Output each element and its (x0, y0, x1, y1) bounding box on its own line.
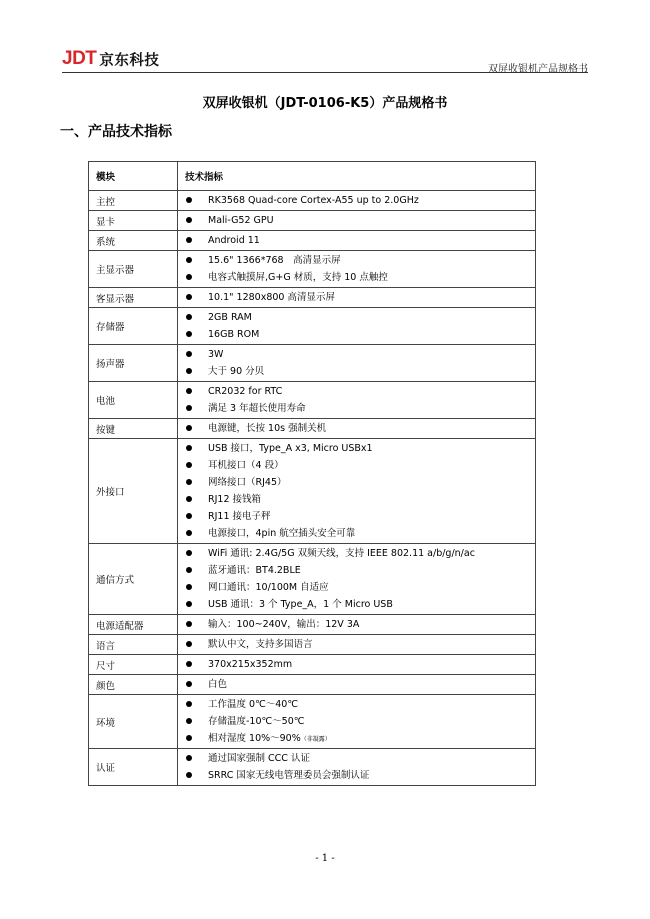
module-cell: 颜色 (89, 675, 178, 695)
spec-item-text: Mali-G52 GPU (208, 215, 274, 226)
spec-item-text: 满足 3 年超长使用寿命 (208, 403, 306, 414)
spec-item (178, 232, 535, 249)
module-cell: 存储器 (89, 308, 178, 345)
spec-list (178, 345, 535, 381)
spec-item-text: 电源接口，4pin 航空插头安全可靠 (208, 528, 356, 539)
spec-item-text: 耳机接口（4 段） (208, 460, 284, 471)
table-row (89, 544, 536, 615)
spec-cell (178, 615, 536, 635)
spec-item (178, 579, 535, 596)
spec-item (178, 562, 535, 579)
spec-item-text: USB 接口，Type_A x3, Micro USBx1 (208, 443, 373, 454)
spec-list (178, 635, 535, 654)
table-row (89, 419, 536, 439)
module-cell: 系统 (89, 231, 178, 251)
section-title: 一、产品技术指标 (60, 124, 172, 140)
document-title: 双屏收银机（JDT-0106-K5）产品规格书 (202, 96, 448, 111)
spec-cell (178, 231, 536, 251)
header-doc-name: 双屏收银机产品规格书 (488, 64, 588, 75)
module-cell: 按键 (89, 419, 178, 439)
spec-item (178, 750, 535, 767)
table-row (89, 749, 536, 786)
spec-item (178, 596, 535, 613)
spec-cell (178, 695, 536, 749)
table-row (89, 308, 536, 345)
table-row (89, 675, 536, 695)
module-cell: 电池 (89, 382, 178, 419)
spec-cell (178, 345, 536, 382)
spec-item (178, 474, 535, 491)
spec-cell (178, 544, 536, 615)
spec-item (178, 326, 535, 343)
page-number: - 1 - (315, 853, 335, 864)
spec-item (178, 491, 535, 508)
table-row (89, 191, 536, 211)
spec-item (178, 363, 535, 380)
company-logo (62, 48, 159, 70)
header-spec: 技术指标 (178, 162, 536, 191)
spec-item (178, 676, 535, 693)
spec-cell (178, 749, 536, 786)
module-cell: 外接口 (89, 439, 178, 544)
module-cell: 主控 (89, 191, 178, 211)
spec-item (178, 400, 535, 417)
module-cell: 环境 (89, 695, 178, 749)
table-row (89, 345, 536, 382)
spec-item (178, 696, 535, 713)
spec-item-text: 存储温度-10℃～50℃ (208, 716, 305, 727)
spec-item-text: RJ12 接钱箱 (208, 494, 262, 505)
spec-item-text: 10.1" 1280x800 高清显示屏 (208, 292, 335, 303)
spec-item (178, 252, 535, 269)
spec-item-text: 大于 90 分贝 (208, 366, 265, 377)
spec-list (178, 211, 535, 230)
spec-item (178, 346, 535, 363)
spec-item-text: 16GB ROM (208, 329, 260, 340)
spec-cell (178, 251, 536, 288)
spec-item-text: 2GB RAM (208, 312, 252, 323)
module-cell: 语言 (89, 635, 178, 655)
spec-cell (178, 288, 536, 308)
table-row (89, 211, 536, 231)
spec-list (178, 251, 535, 287)
module-cell: 认证 (89, 749, 178, 786)
spec-item-text: Android 11 (208, 235, 260, 246)
spec-list (178, 675, 535, 694)
module-cell: 尺寸 (89, 655, 178, 675)
spec-cell (178, 308, 536, 345)
spec-list (178, 695, 535, 748)
header-module: 模块 (89, 162, 178, 191)
table-body (89, 191, 536, 786)
spec-item (178, 656, 535, 673)
module-cell: 扬声器 (89, 345, 178, 382)
spec-list (178, 288, 535, 307)
spec-item (178, 440, 535, 457)
table-header-row (89, 162, 536, 191)
spec-list (178, 439, 535, 543)
spec-list (178, 231, 535, 250)
module-cell: 通信方式 (89, 544, 178, 615)
spec-list (178, 419, 535, 438)
spec-item (178, 420, 535, 437)
spec-item-text: 网口通讯：10/100M 自适应 (208, 582, 329, 593)
spec-item (178, 309, 535, 326)
spec-item (178, 525, 535, 542)
page-header (62, 48, 588, 73)
spec-cell (178, 382, 536, 419)
spec-item-text: 电容式触摸屏,G+G 材质，支持 10 点触控 (208, 272, 388, 283)
table-row (89, 635, 536, 655)
table-row (89, 439, 536, 544)
spec-item (178, 269, 535, 286)
spec-item-text: CR2032 for RTC (208, 386, 283, 397)
module-cell: 客显示器 (89, 288, 178, 308)
table-row (89, 231, 536, 251)
spec-item (178, 289, 535, 306)
spec-item-text: 电源键，长按 10s 强制关机 (208, 423, 327, 434)
table-row (89, 288, 536, 308)
spec-item (178, 636, 535, 653)
spec-item-text: 相对湿度 10%～90% (208, 733, 301, 744)
spec-item (178, 545, 535, 562)
spec-item-text: 370x215x352mm (208, 659, 293, 670)
spec-item-text: SRRC 国家无线电管理委员会强制认证 (208, 770, 370, 781)
spec-item (178, 508, 535, 525)
spec-item-text: 通过国家强制 CCC 认证 (208, 753, 310, 764)
logo-mark: JDT (62, 48, 97, 69)
spec-cell (178, 439, 536, 544)
spec-item (178, 457, 535, 474)
spec-item (178, 212, 535, 229)
spec-cell (178, 635, 536, 655)
header-divider (62, 72, 588, 73)
spec-item (178, 730, 535, 747)
table-row (89, 695, 536, 749)
spec-list (178, 191, 535, 210)
spec-list (178, 544, 535, 614)
spec-item-text: RJ11 接电子秤 (208, 511, 271, 522)
spec-item-text: RK3568 Quad-core Cortex-A55 up to 2.0GHz (208, 195, 419, 206)
spec-item-text: 默认中文，支持多国语言 (208, 639, 313, 650)
table-row (89, 251, 536, 288)
spec-list (178, 308, 535, 344)
spec-item-text: 输入：100~240V，输出：12V 3A (208, 619, 360, 630)
spec-item (178, 192, 535, 209)
spec-item-text: WiFi 通讯: 2.4G/5G 双频天线，支持 IEEE 802.11 a/b/g/n/ac (208, 548, 475, 559)
table-row (89, 382, 536, 419)
spec-item-text: 网络接口（RJ45） (208, 477, 287, 488)
logo-text: 京东科技 (99, 52, 160, 69)
spec-cell (178, 419, 536, 439)
spec-item (178, 616, 535, 633)
spec-table (88, 161, 536, 786)
spec-item-text: USB 通讯：3 个 Type_A，1 个 Micro USB (208, 599, 393, 610)
spec-list (178, 382, 535, 418)
spec-item-text: 3W (208, 349, 224, 360)
spec-item-text: 工作温度 0℃～40℃ (208, 699, 298, 710)
module-cell: 电源适配器 (89, 615, 178, 635)
spec-cell (178, 211, 536, 231)
spec-item (178, 383, 535, 400)
module-cell: 显卡 (89, 211, 178, 231)
spec-list (178, 615, 535, 634)
humidity-note: （非凝露） (300, 736, 331, 743)
spec-cell (178, 655, 536, 675)
spec-list (178, 655, 535, 674)
spec-item-text: 15.6" 1366*768 高清显示屏 (208, 255, 341, 266)
spec-list (178, 749, 535, 785)
spec-cell (178, 675, 536, 695)
spec-cell (178, 191, 536, 211)
spec-item (178, 767, 535, 784)
spec-item (178, 713, 535, 730)
spec-item-text: 蓝牙通讯：BT4.2BLE (208, 565, 301, 576)
table-row (89, 615, 536, 635)
table-row (89, 655, 536, 675)
spec-item-text: 白色 (208, 679, 228, 690)
module-cell: 主显示器 (89, 251, 178, 288)
